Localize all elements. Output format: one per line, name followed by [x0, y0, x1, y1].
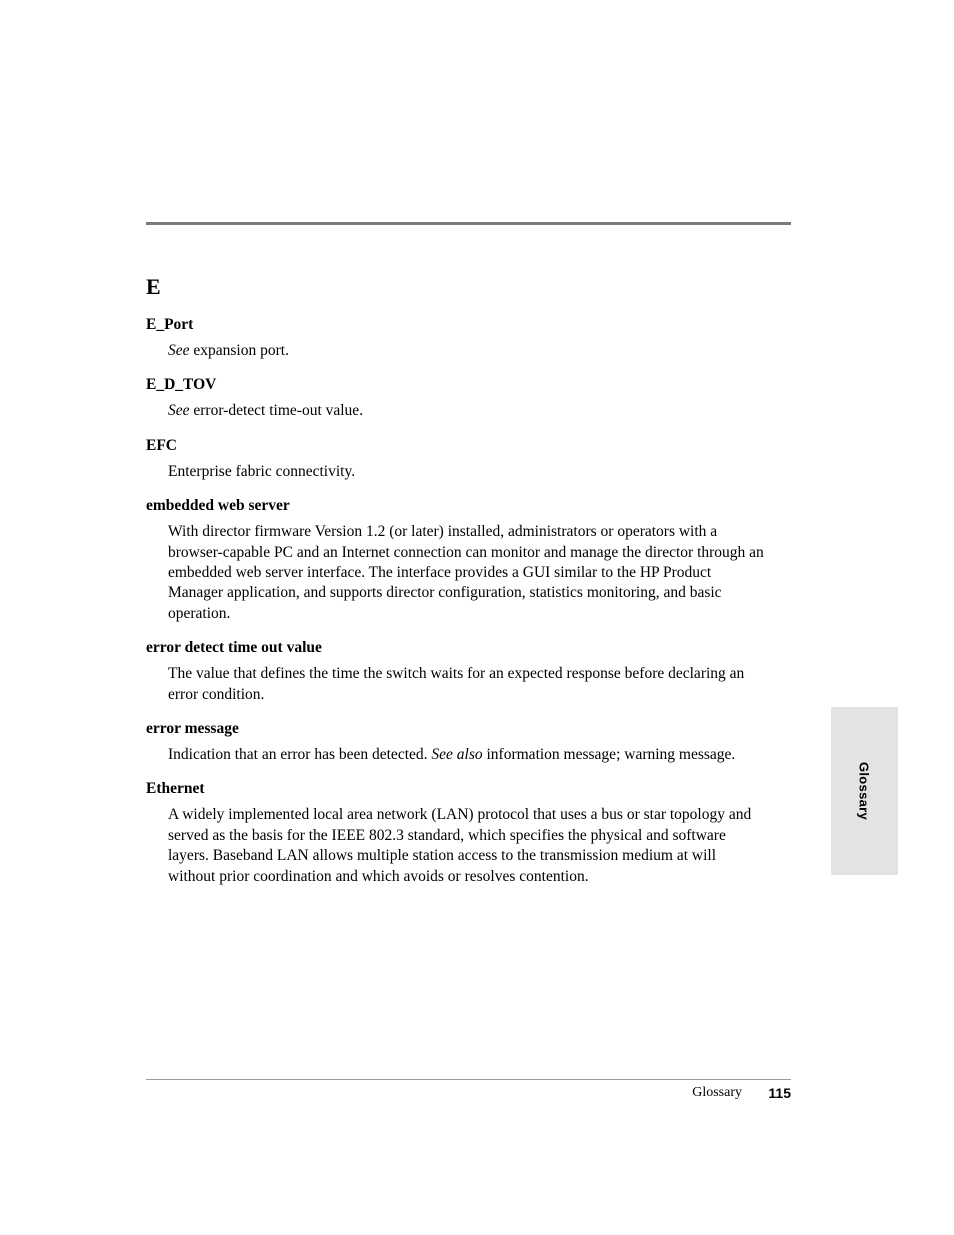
definition-text: Indication that an error has been detected.	[168, 746, 432, 764]
glossary-term: E_Port	[146, 316, 194, 333]
section-letter-heading: E	[146, 274, 161, 299]
footer-rule	[146, 1079, 791, 1080]
see-reference: See	[168, 342, 190, 359]
footer-title: Glossary	[692, 1085, 742, 1100]
glossary-term: error detect time out value	[146, 639, 322, 657]
glossary-definition	[168, 745, 766, 765]
glossary-term: EFC	[146, 436, 177, 454]
glossary-entry-embedded-web-server	[146, 495, 766, 624]
see-also-reference: See also	[431, 746, 483, 764]
glossary-entry-e-d-tov	[146, 374, 766, 421]
side-tab-label: Glossary	[856, 761, 872, 821]
glossary-term: embedded web server	[146, 497, 290, 515]
top-rule	[146, 222, 791, 225]
chapter-side-tab	[831, 707, 898, 875]
glossary-term: Ethernet	[146, 780, 205, 798]
definition-text-continued: information message; warning message.	[482, 746, 736, 764]
glossary-entry-error-detect-time-out-value	[146, 637, 766, 705]
glossary-entry-error-message	[146, 718, 766, 765]
glossary-entry-ethernet	[146, 778, 766, 887]
glossary-term: error message	[146, 720, 239, 738]
glossary-term: E_D_TOV	[146, 376, 217, 394]
glossary-entries	[146, 314, 766, 900]
glossary-definition	[168, 401, 766, 421]
glossary-definition: With director firmware Version 1.2 (or later) installed, administrators or operators with a browser-capable PC and an Internet connection can monitor and manage the director through an embedded web server interface. The interface provides a GUI similar to the HP Product Manager application, and supports director configuration, statistics monitoring, and basic operation.	[168, 523, 764, 622]
glossary-definition: Enterprise fabric connectivity.	[168, 462, 356, 480]
definition-text: error-detect time-out value.	[189, 402, 364, 420]
glossary-definition	[168, 341, 766, 361]
glossary-definition: A widely implemented local area network (LAN) protocol that uses a bus or star topology and served as the basis for the IEEE 802.3 standard, which specifies the physical and software layers. Baseband LAN allows multiple station access to the transmission medium at will without prior coordination and which avoids or resolves contention.	[168, 806, 752, 885]
glossary-entry-e-port	[146, 314, 766, 361]
see-reference: See	[168, 402, 190, 420]
glossary-definition: The value that defines the time the switch waits for an expected response before declaring an error condition.	[168, 665, 745, 703]
page-number: 115	[768, 1085, 791, 1101]
glossary-entry-efc	[146, 435, 766, 482]
definition-text: expansion port.	[189, 342, 289, 359]
